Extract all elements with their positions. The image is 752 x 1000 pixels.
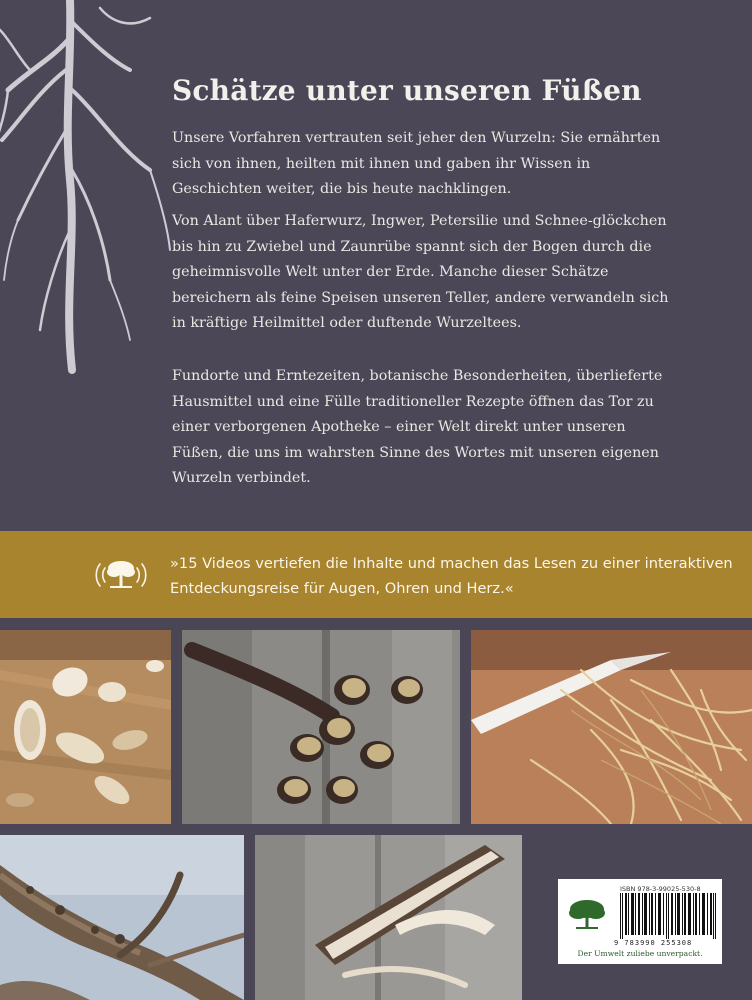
tree-sound-icon <box>92 550 150 600</box>
photo-fibrous-roots <box>471 630 752 824</box>
root-illustration <box>0 0 200 380</box>
paragraph-apotheke: Fundorte und Erntezeiten, botanische Besonderheiten, überlieferte Hausmittel und eine Fülle traditioneller Rezepte öffnen das Tor zu einer verborgenen Apotheke – einer Welt direkt unter unseren Füßen, die uns im wahrsten Sinne des Wortes mit unseren eigenen Wurzeln verbindet. <box>172 368 663 486</box>
photo-gnarled-root <box>0 835 244 1000</box>
photo-sliced-roots <box>0 630 171 824</box>
barcode-bars <box>618 893 718 939</box>
page-title: Schätze unter unseren Füßen <box>172 74 642 107</box>
eco-note: Der Umwelt zuliebe unverpackt. <box>577 949 703 958</box>
paragraph-plants: Von Alant über Haferwurz, Ingwer, Petersilie und Schnee-glöckchen bis hin zu Zwiebel und Zaunrübe spannt sich der Bogen durch die geheimnisvolle Welt unter der Erde. Manche dieser Schätze bereichern als feine Speisen unseren Teller, andere verwandeln sich in kräftige Heilmittel oder duftende Wurzeltees. <box>172 213 669 331</box>
paragraph-intro: Unsere Vorfahren vertrauten seit jeher den Wurzeln: Sie ernährten sich von ihnen, heilten mit ihnen und gaben ihr Wissen in Geschichten weiter, die bis heute nachklingen. <box>172 130 661 197</box>
isbn-digits: 9 783990 255308 <box>614 939 693 947</box>
tree-logo-icon <box>566 897 608 933</box>
photo-root-peel <box>255 835 522 1000</box>
photo-dark-root-slices <box>182 630 460 824</box>
isbn-label: ISBN 978-3-99025-530-8 <box>620 885 701 893</box>
video-quote: »15 Videos vertiefen die Inhalte und machen das Lesen zu einer interaktiven Entdeckungsreise für Augen, Ohren und Herz.« <box>170 555 733 597</box>
barcode-panel <box>558 879 722 964</box>
